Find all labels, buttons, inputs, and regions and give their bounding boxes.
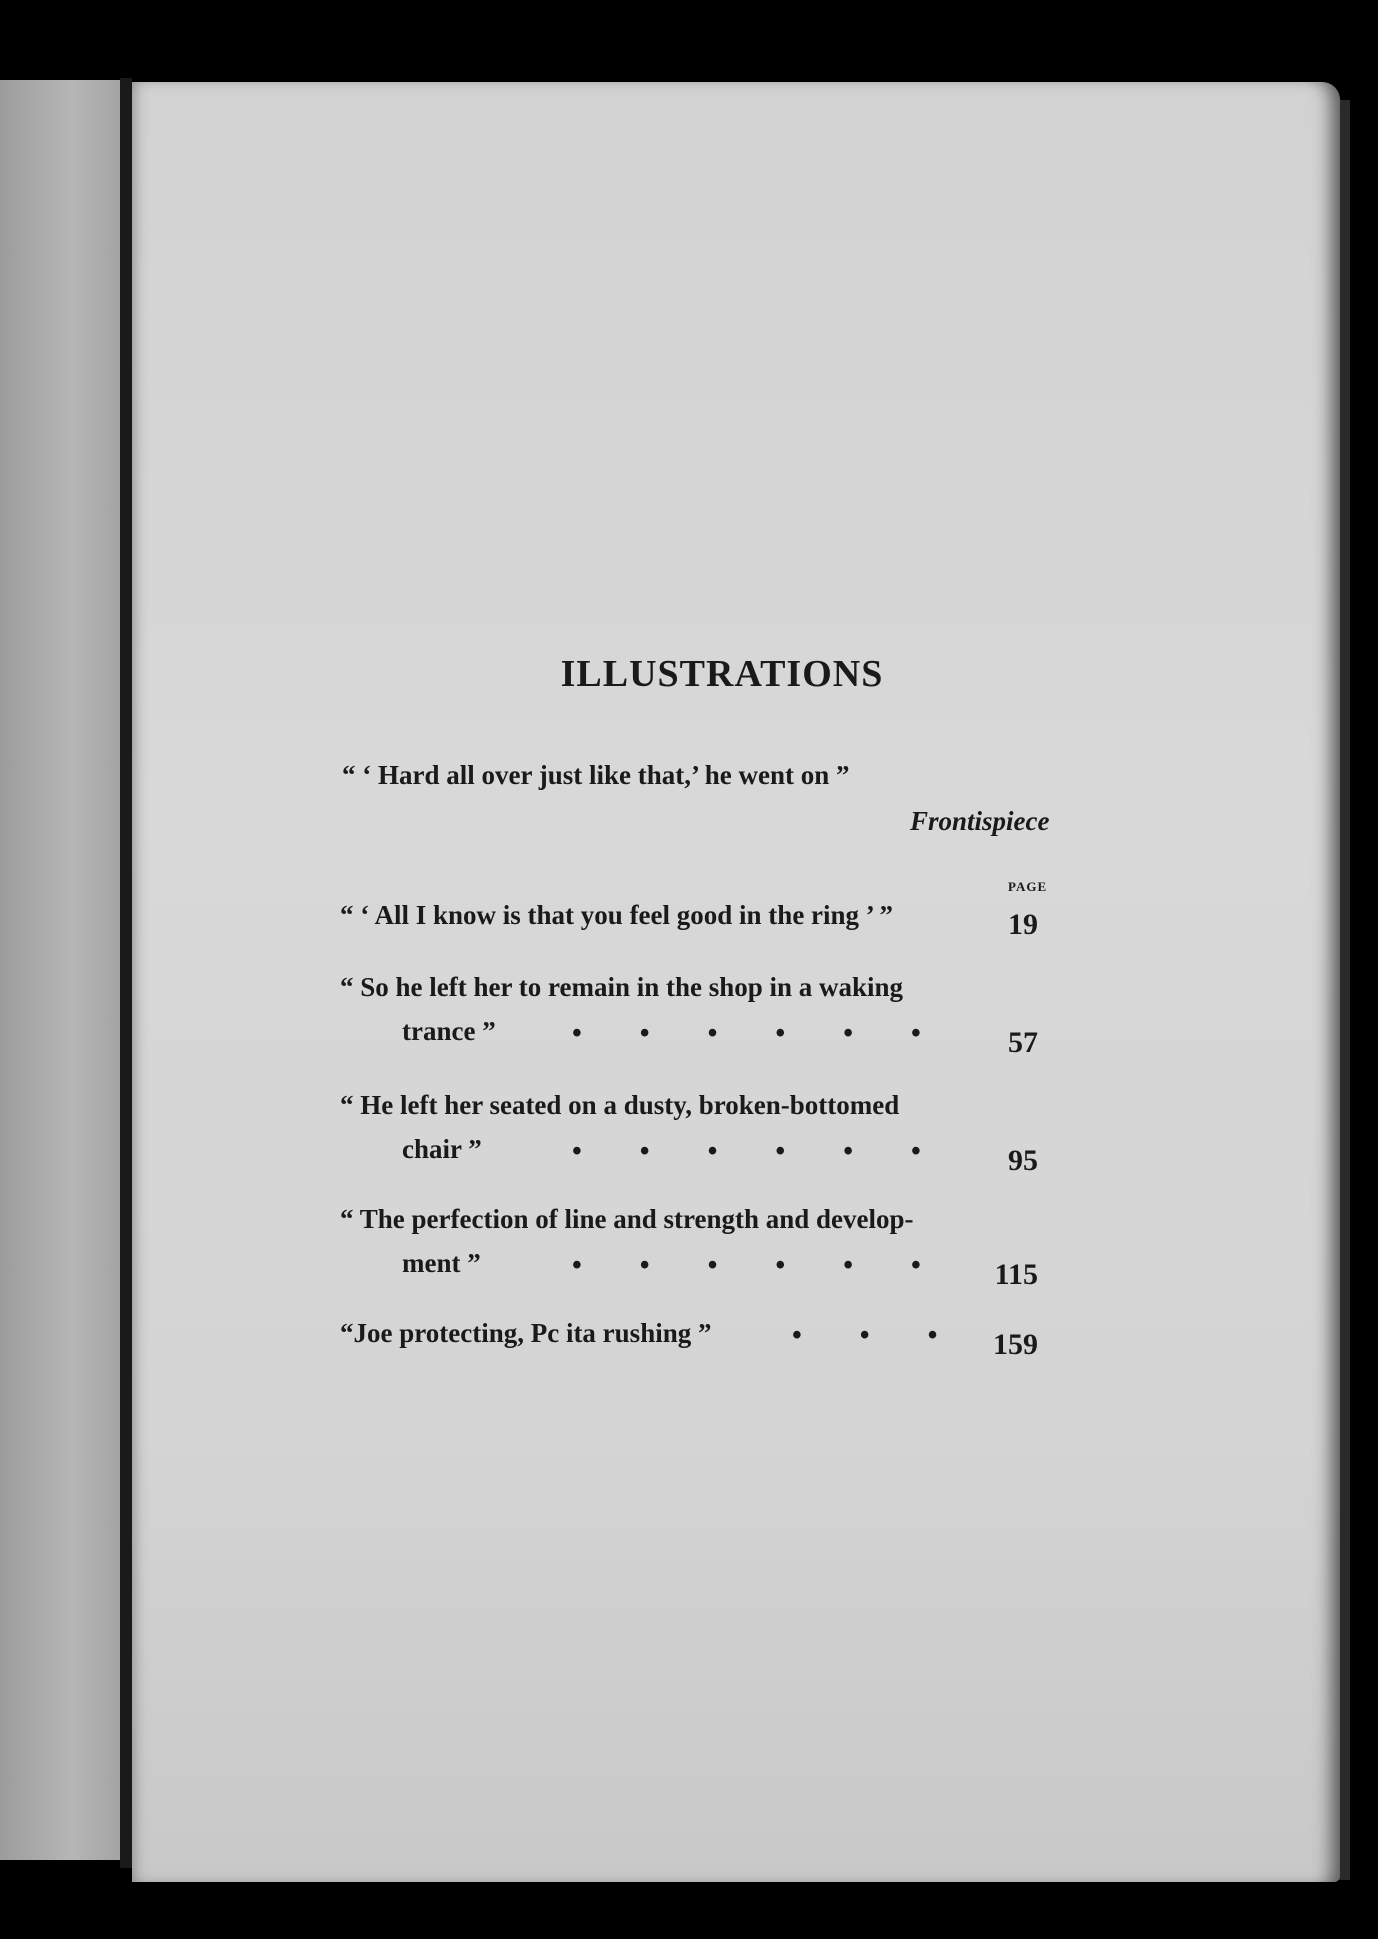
entry-caption-line1: “ He left her seated on a dusty, broken-bottomed (340, 1090, 900, 1120)
page-title: ILLUSTRATIONS (560, 653, 884, 695)
entry-page-number: 57 (1008, 1026, 1038, 1059)
frontispiece-label: Frontispiece (910, 806, 1050, 836)
leader-dots: •••••• (572, 1018, 979, 1049)
book-gutter (120, 78, 132, 1868)
entry-page-number: 115 (994, 1258, 1038, 1291)
entry-caption-line1: “ ‘ All I know is that you feel good in the ring ’ ” (340, 900, 894, 930)
leader-dots: •••••• (572, 1250, 979, 1281)
entry-page-number: 95 (1008, 1144, 1038, 1177)
entry-page-number: 159 (993, 1328, 1038, 1361)
leader-dots: ••• (792, 1320, 996, 1351)
facing-page-edge (0, 80, 120, 1860)
entry-caption-line2: ment ” (402, 1248, 481, 1278)
entry-page-number: 19 (1008, 908, 1038, 941)
entry-caption-line2: trance ” (402, 1016, 496, 1046)
page-column-header: PAGE (1008, 879, 1048, 894)
illustrations-list (132, 82, 1340, 1882)
leader-dots: •••••• (572, 1136, 979, 1167)
frontispiece-caption: “ ‘ Hard all over just like that,’ he went on ” (342, 760, 850, 790)
entry-caption-line1: “ The perfection of line and strength and develop- (340, 1204, 914, 1234)
entry-caption-line2: chair ” (402, 1134, 482, 1164)
entry-caption-line1: “Joe protecting, Pc ita rushing ” (340, 1318, 712, 1348)
entry-caption-line1: “ So he left her to remain in the shop in a waking (340, 972, 904, 1002)
book-page (132, 82, 1340, 1882)
